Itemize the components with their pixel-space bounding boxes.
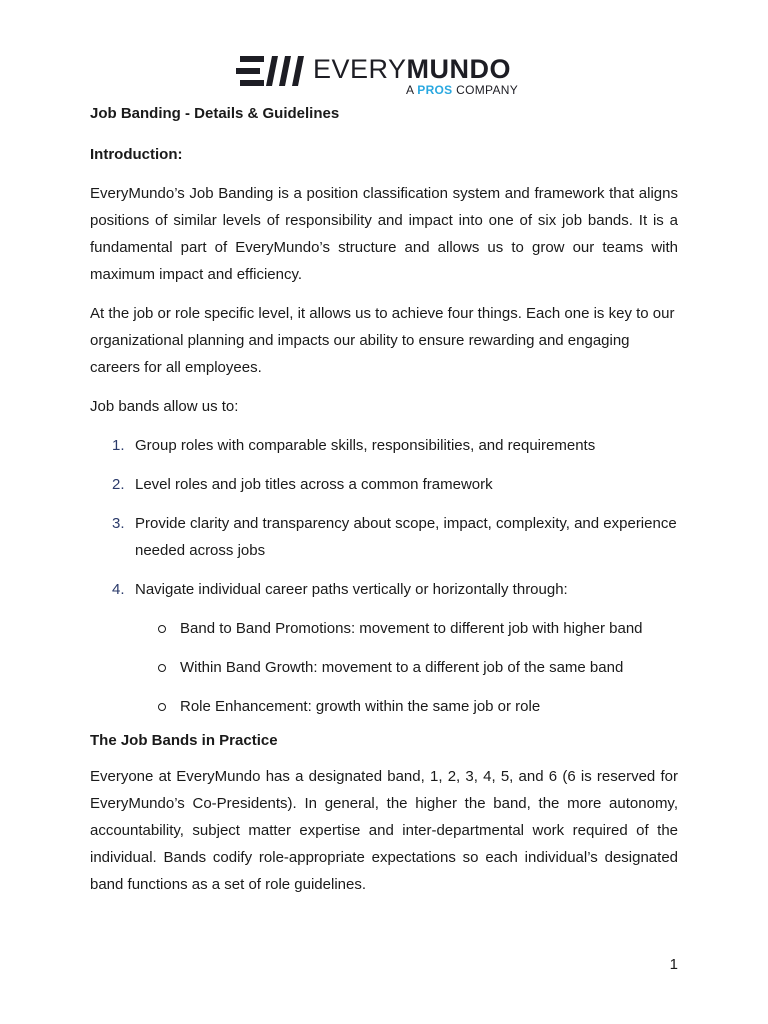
bands-heading: The Job Bands in Practice (90, 732, 278, 749)
sublist-item-text: Band to Band Promotions: movement to different job with higher band (180, 620, 643, 637)
list-number: 2. (112, 476, 125, 493)
sublist-item (90, 693, 678, 720)
logo-tagline: A PROS COMPANY (406, 83, 519, 97)
page-number: 1 (669, 956, 678, 973)
document-body (90, 104, 678, 898)
pros-brand: PROS (417, 83, 453, 97)
bands-paragraph: Everyone at EveryMundo has a designated band, 1, 2, 3, 4, 5, and 6 (6 is reserved for EveryMundo’s Co-Presidents). In general, the higher the band, the more autonomy, accountability, subject matter expertise and inter-departmental work required of the individual. Bands codify role-appropriate expectations so each individual’s designated band functions as a set of role guidelines. (90, 768, 678, 893)
job-bands-list (90, 432, 678, 603)
list-item (90, 471, 678, 498)
list-item-text: Group roles with comparable skills, responsibilities, and requirements (135, 437, 596, 454)
intro-heading: Introduction: (90, 146, 183, 163)
sublist-item (90, 654, 678, 681)
document-title: Job Banding - Details & Guidelines (90, 105, 340, 122)
list-item-text: Navigate individual career paths vertically or horizontally through: (135, 581, 568, 598)
list-number: 3. (112, 515, 125, 532)
sublist-item-text: Within Band Growth: movement to a different job of the same band (180, 659, 624, 676)
hollow-bullet-icon (158, 664, 166, 672)
list-intro: Job bands allow us to: (90, 398, 239, 415)
list-item (90, 510, 678, 564)
list-item-text: Provide clarity and transparency about scope, impact, complexity, and experience needed across jobs (135, 515, 677, 559)
everymundo-logo-mark-icon (236, 56, 306, 86)
list-item (90, 576, 678, 603)
list-number: 4. (112, 581, 125, 598)
list-number: 1. (112, 437, 125, 454)
intro-paragraph-1: EveryMundo’s Job Banding is a position classification system and framework that aligns positions of similar levels of responsibility and impact into one of six job bands. It is a fundamental part of EveryMundo’s structure and allows us to grow our teams with maximum impact and efficiency. (90, 185, 678, 283)
career-paths-sublist (90, 615, 678, 720)
logo-wordmark: EVERYMUNDO (313, 54, 512, 84)
sublist-item (90, 615, 678, 642)
list-item (90, 432, 678, 459)
intro-paragraph-2: At the job or role specific level, it allows us to achieve four things. Each one is key to our organizational planning and impacts our ability to ensure rewarding and engaging careers for all employees. (90, 305, 675, 376)
sublist-item-text: Role Enhancement: growth within the same job or role (180, 698, 541, 715)
hollow-bullet-icon (158, 703, 166, 711)
hollow-bullet-icon (158, 625, 166, 633)
everymundo-logo (236, 52, 536, 98)
list-item-text: Level roles and job titles across a common framework (135, 476, 493, 493)
